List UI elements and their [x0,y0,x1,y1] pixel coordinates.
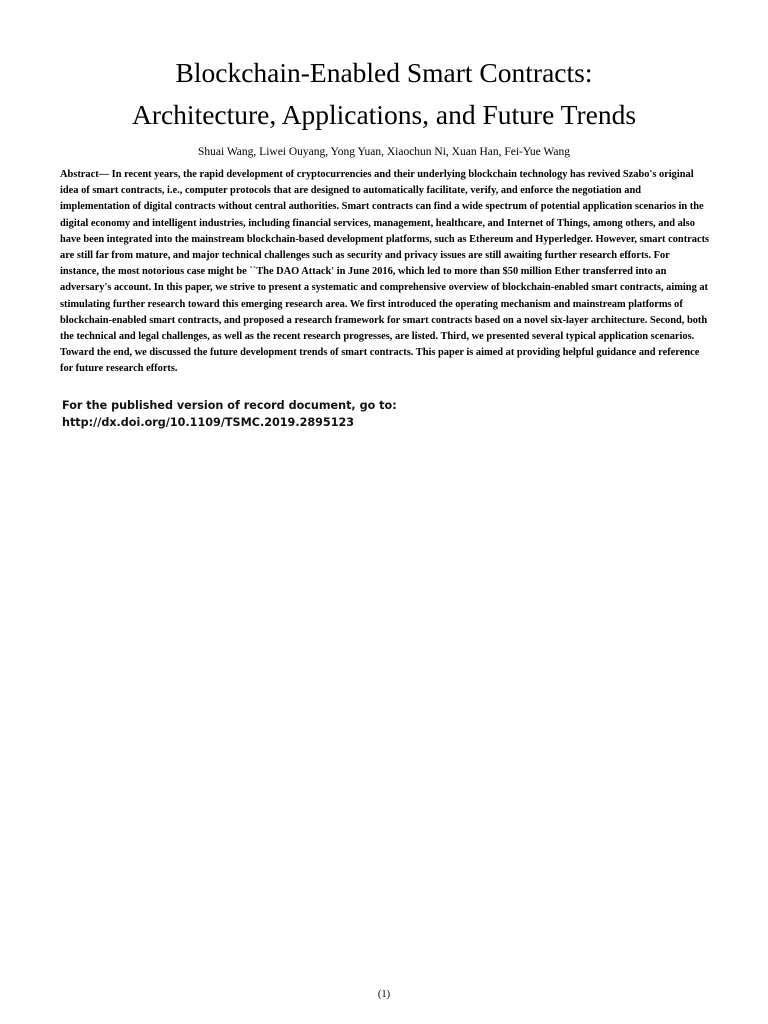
abstract-label: Abstract— [60,169,110,180]
notice-text: For the published version of record document, go to: [62,399,397,412]
page-number: (1) [377,989,391,1000]
abstract-text: In recent years, the rapid development of cryptocurrencies and their underlying blockchain technology has revived Szabo's original idea of smart contracts, i.e., computer protocols that are designed to automatically facilitate, verify, and enforce the negotiation and implementation of digital contracts without central authorities. Smart contracts can find a wide spectrum of potential application scenarios in the digital economy and intelligent industries, including financial services, management, healthcare, and Internet of Things, among others, and also have been integrated into the mainstream blockchain-based development platforms, such as Ethereum and Hyperledger. However, smart contracts are still far from mature, and major technical challenges such as security and privacy issues are still awaiting further research efforts. For instance, the most notorious case might be ``The DAO Attack' in June 2016, which led to more than $50 million Ether transferred into an adversary's account. In this paper, we strive to present a systematic and comprehensive overview of blockchain-enabled smart contracts, aiming at stimulating further research toward this emerging research area. We first introduced the operating mechanism and mainstream platforms of blockchain-enabled smart contracts, and proposed a research framework for smart contracts based on a novel six-layer architecture. Second, both the technical and legal challenges, as well as the recent research progresses, are listed. Third, we presented several typical application scenarios. Toward the end, we discussed the future development trends of smart contracts. This paper is aimed at providing helpful guidance and reference for future research efforts. [60,169,710,375]
paper-title-line-2: Architecture, Applications, and Future Trends [131,99,637,130]
doi-link[interactable]: http://dx.doi.org/10.1109/TSMC.2019.2895123 [62,415,355,429]
published-version-notice [62,398,562,431]
author-list: Shuai Wang, Liwei Ouyang, Yong Yuan, Xiaochun Ni, Xuan Han, Fei-Yue Wang [198,146,570,158]
paper-title-line-1: Blockchain-Enabled Smart Contracts: [175,57,593,88]
paper-title [0,52,768,136]
abstract [60,167,710,378]
